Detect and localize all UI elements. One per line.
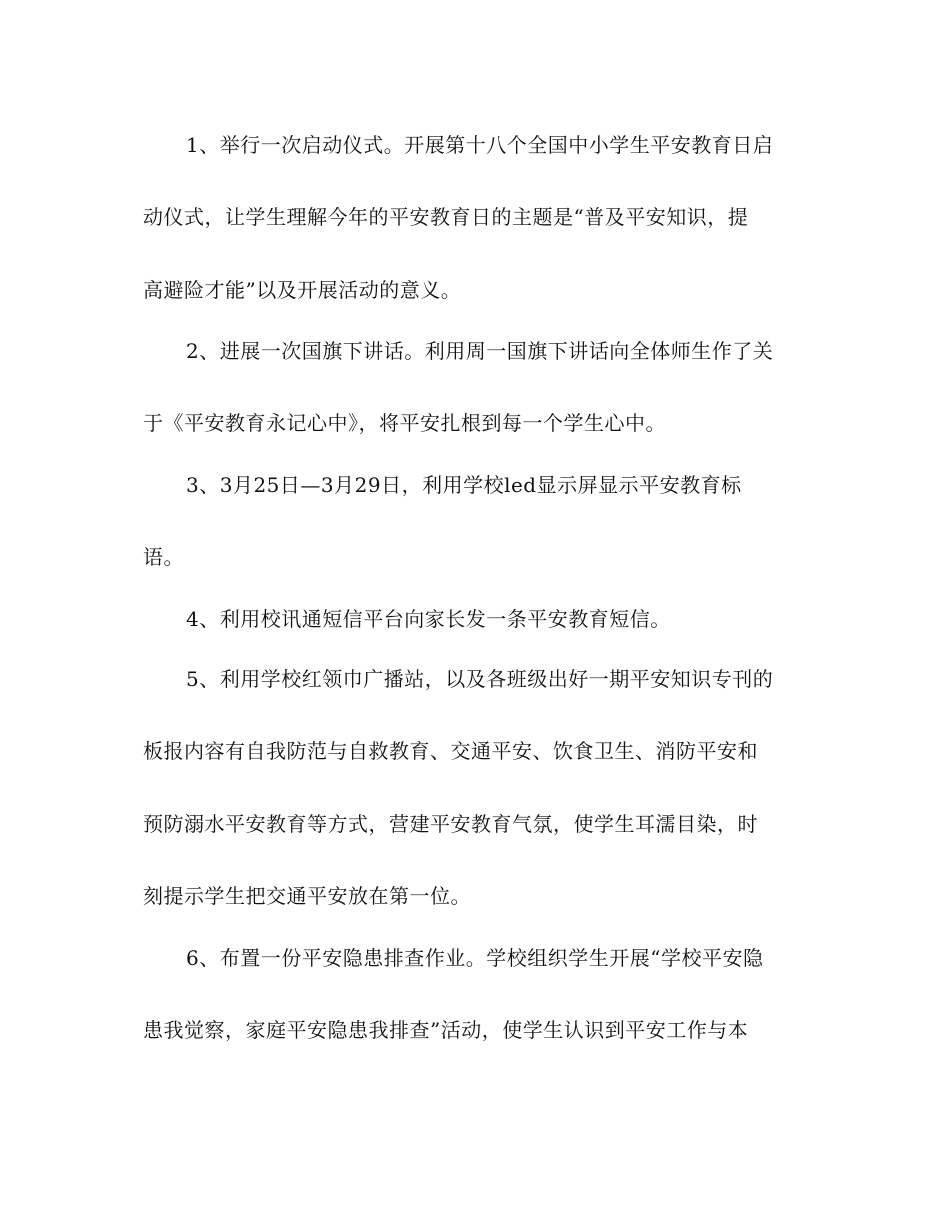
paragraph-2-line-2: 于《平安教育永记心中》，将平安扎根到每一个学生心中。 (143, 411, 666, 435)
paragraph-1-line-3: 高避险才能”以及开展活动的意义。 (143, 278, 462, 302)
paragraph-6-line-1: 6、布置一份平安隐患排查作业。学校组织学生开展“学校平安隐 (186, 946, 764, 970)
paragraph-1-line-2: 动仪式，让学生理解今年的平安教育日的主题是“普及平安知识，提 (143, 205, 749, 229)
paragraph-1-line-1: 1、举行一次启动仪式。开展第十八个全国中小学生平安教育日启 (186, 133, 774, 157)
paragraph-2-line-1: 2、进展一次国旗下讲话。利用周一国旗下讲话向全体师生作了关 (186, 339, 774, 363)
paragraph-5-line-1: 5、利用学校红领巾广播站，以及各班级出好一期平安知识专刊的 (186, 667, 774, 691)
paragraph-6-line-2: 患我觉察，家庭平安隐患我排查”活动，使学生认识到平安工作与本 (143, 1018, 749, 1042)
paragraph-5-line-3: 预防溺水平安教育等方式，营建平安教育气氛，使学生耳濡目染，时 (143, 812, 758, 836)
paragraph-4-line-1: 4、利用校讯通短信平台向家长发一条平安教育短信。 (186, 607, 671, 631)
paragraph-3-line-2: 语。 (143, 545, 184, 569)
paragraph-3-line-1: 3、3月25日—3月29日，利用学校led显示屏显示平安教育标 (186, 473, 742, 497)
paragraph-5-line-4: 刻提示学生把交通平安放在第一位。 (143, 884, 471, 908)
paragraph-5-line-2: 板报内容有自我防范与自救教育、交通平安、饮食卫生、消防平安和 (143, 739, 758, 763)
